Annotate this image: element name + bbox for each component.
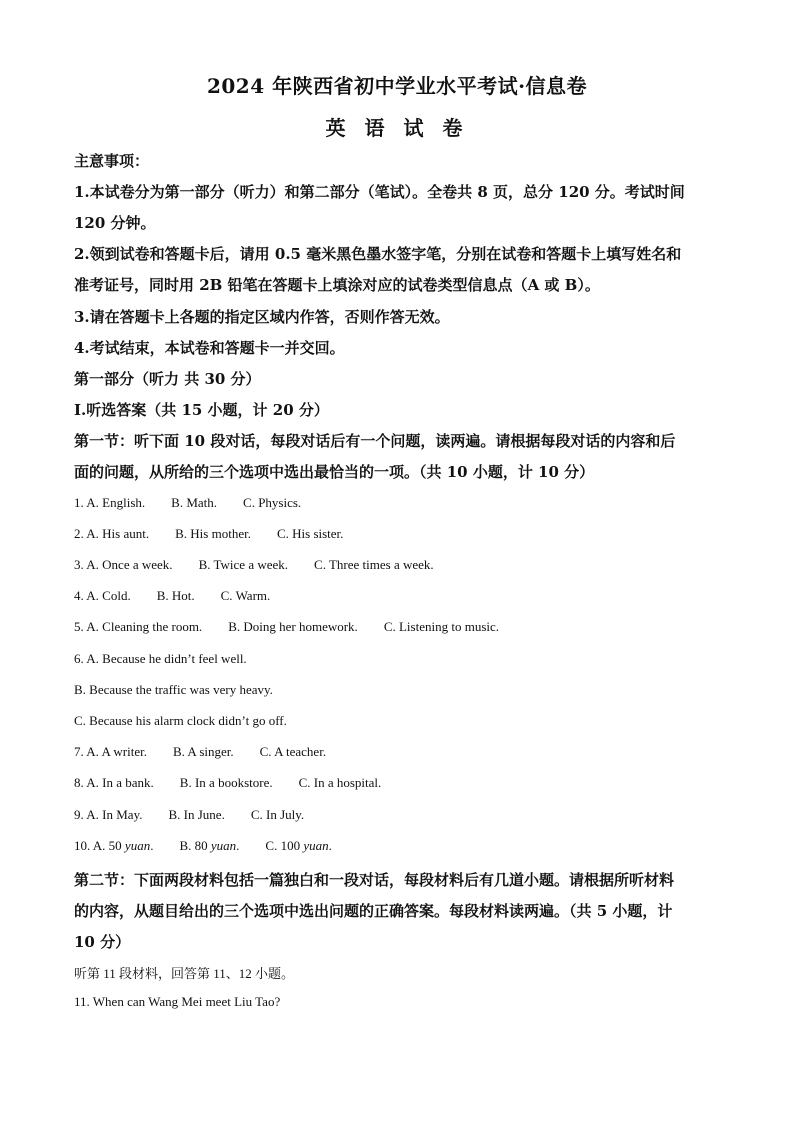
question-1 [74,495,724,511]
q9-option-a: 9. A. In May. [74,807,143,822]
q4-option-a: 4. A. Cold. [74,588,131,603]
q4-option-b: B. Hot. [156,588,195,603]
sub2-instructions-line-3: 10 分） [74,933,131,951]
q4-option-c: C. Warm. [220,588,271,603]
q1-option-b: B. Math. [171,495,218,510]
q6-option-a: 6. A. Because he didn’t feel well. [74,651,247,666]
q10-option-b: B. 80 yuan. [179,838,240,853]
exam-title: 2024 年陕西省初中学业水平考试·信息卷 [206,74,588,98]
note-2-line-1: 2.领到试卷和答题卡后，请用 0.5 毫米黑色墨水签字笔，分别在试卷和答题卡上填写姓名和 [74,245,682,263]
exam-subtitle: 英 语 试 卷 [325,116,469,140]
q3-option-c: C. Three times a week. [314,557,434,572]
material-intro: 听第 11 段材料，回答第 11、12 小题。 [74,966,295,981]
q2-option-b: B. His mother. [175,526,251,541]
question-8 [74,775,724,791]
q10-option-a: 10. A. 50 yuan. [74,838,154,853]
question-11: 11. When can Wang Mei meet Liu Tao? [74,994,281,1009]
q3-option-b: B. Twice a week. [198,557,289,572]
note-3: 3.请在答题卡上各题的指定区域内作答，否则作答无效。 [74,308,450,326]
q8-option-b: B. In a bookstore. [179,775,273,790]
q5-option-c: C. Listening to music. [383,619,500,634]
section1-heading: I.听选答案（共 15 小题，计 20 分） [74,401,329,419]
question-2 [74,526,724,542]
q1-option-c: C. Physics. [243,495,302,510]
note-2-line-2: 准考证号，同时用 2B 铅笔在答题卡上填涂对应的试卷类型信息点（A 或 B）。 [74,276,600,294]
q9-option-c: C. In July. [250,807,305,822]
part1-heading: 第一部分（听力 共 30 分） [74,370,261,388]
note-1-line-1: 1.本试卷分为第一部分（听力）和第二部分（笔试）。全卷共 8 页，总分 120 分。考试时间 [74,183,685,201]
question-9 [74,807,724,823]
question-10 [74,838,724,854]
note-1-line-2: 120 分钟。 [74,214,156,232]
question-5 [74,619,724,635]
q2-option-a: 2. A. His aunt. [74,526,150,541]
q7-option-b: B. A singer. [172,744,234,759]
question-4 [74,588,724,604]
q5-option-a: 5. A. Cleaning the room. [74,619,203,634]
q7-option-c: C. A teacher. [259,744,327,759]
q9-option-b: B. In June. [168,807,225,822]
q10-option-c: C. 100 yuan. [265,838,332,853]
q8-option-a: 8. A. In a bank. [74,775,154,790]
q3-option-a: 3. A. Once a week. [74,557,173,572]
q8-option-c: C. In a hospital. [298,775,382,790]
q6-option-b: B. Because the traffic was very heavy. [74,682,273,697]
sub1-instructions-line-2: 面的问题，从所给的三个选项中选出最恰当的一项。（共 10 小题，计 10 分） [74,463,595,481]
q1-option-a: 1. A. English. [74,495,146,510]
question-7 [74,744,724,760]
sub1-instructions-line-1: 第一节：听下面 10 段对话，每段对话后有一个问题，读两遍。请根据每段对话的内容和后 [74,432,676,450]
q5-option-b: B. Doing her homework. [228,619,358,634]
question-3 [74,557,724,573]
q6-option-c: C. Because his alarm clock didn’t go off. [74,713,287,728]
notes-heading: 主意事项： [74,152,150,170]
q2-option-c: C. His sister. [276,526,344,541]
sub2-instructions-line-2: 的内容，从题目给出的三个选项中选出问题的正确答案。每段材料读两遍。（共 5 小题，计 [74,902,673,920]
q7-option-a: 7. A. A writer. [74,744,147,759]
note-4: 4.考试结束，本试卷和答题卡一并交回。 [74,339,345,357]
sub2-instructions-line-1: 第二节：下面两段材料包括一篇独白和一段对话，每段材料后有几道小题。请根据所听材料 [74,871,675,889]
